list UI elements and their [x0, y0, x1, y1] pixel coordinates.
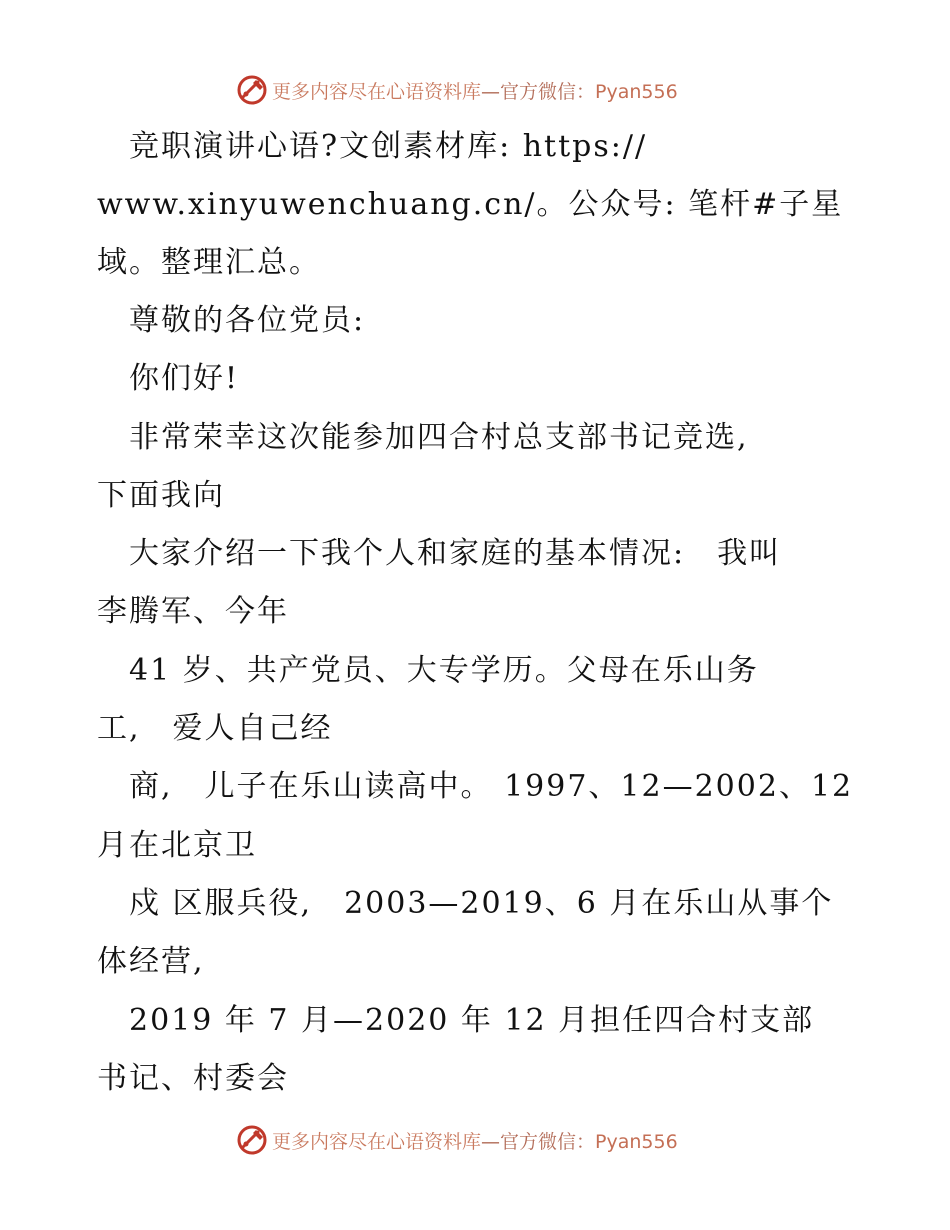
banner-handle: Pyan556 — [595, 80, 678, 103]
banner-wechat-label: 官方微信： — [500, 1130, 596, 1153]
text-line: www.xinyuwenchuang.cn/。公众号: 笔杆#子星 — [97, 187, 844, 222]
banner-wechat-label: 官方微信： — [500, 80, 596, 103]
banner-handle: Pyan556 — [595, 1130, 678, 1153]
header-banner — [236, 73, 678, 107]
text-line: 李腾军、今年 — [97, 594, 289, 629]
footer-banner — [236, 1123, 678, 1157]
text-line: 月在北京卫 — [97, 828, 257, 863]
text-line: 下面我向 — [97, 478, 225, 513]
brand-logo-icon — [236, 74, 268, 106]
text-line: 竞职演讲心语?文创素材库: https:// — [97, 129, 648, 164]
text-line: 戍 区服兵役, 2003—2019、6 月在乐山从事个 — [97, 886, 834, 921]
brand-logo-icon — [236, 1124, 268, 1156]
banner-text — [272, 1127, 678, 1154]
banner-brand: 更多内容尽在心语资料库 — [272, 80, 482, 103]
banner-text — [272, 77, 678, 104]
banner-separator: — — [481, 1130, 501, 1153]
text-line: 商, 儿子在乐山读高中。 1997、12—2002、12 — [97, 769, 854, 804]
banner-separator: — — [481, 80, 501, 103]
banner-brand: 更多内容尽在心语资料库 — [272, 1130, 482, 1153]
text-line: 尊敬的各位党员: — [97, 303, 366, 338]
text-line: 41 岁、共产党员、大专学历。父母在乐山务 — [97, 653, 759, 688]
text-line: 体经营, — [97, 944, 205, 979]
text-line: 工, 爱人自己经 — [97, 711, 333, 746]
text-line: 书记、村委会 — [97, 1061, 289, 1096]
text-line: 域。整理汇总。 — [97, 245, 321, 280]
text-line: 2019 年 7 月—2020 年 12 月担任四合村支部 — [97, 1003, 815, 1038]
text-line: 你们好! — [97, 361, 240, 396]
text-line: 非常荣幸这次能参加四合村总支部书记竞选, — [97, 420, 749, 455]
text-line: 大家介绍一下我个人和家庭的基本情况: 我叫 — [97, 536, 782, 571]
